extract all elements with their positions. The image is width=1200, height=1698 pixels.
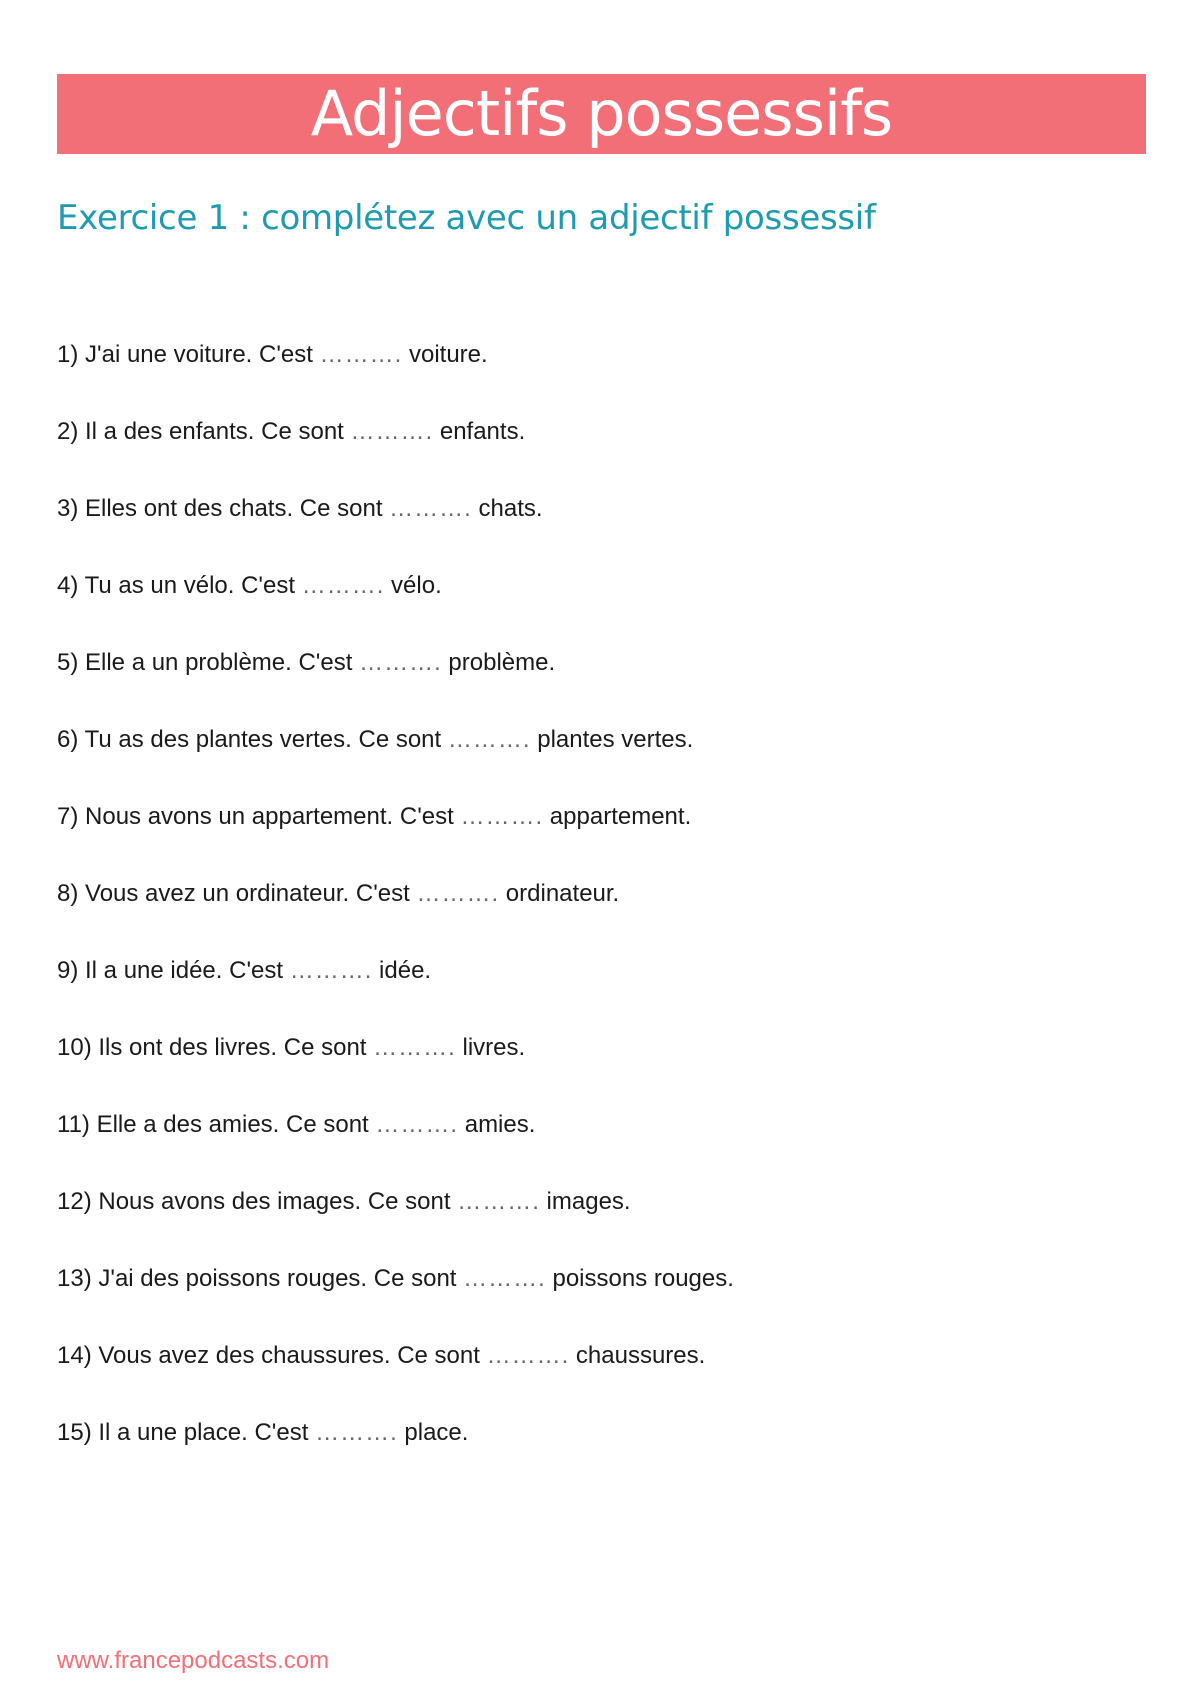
item-text-before: 4) Tu as un vélo. C'est	[57, 572, 302, 599]
item-text-before: 9) Il a une idée. C'est	[57, 957, 290, 984]
item-text-after: enfants.	[433, 418, 526, 445]
item-text-after: ordinateur.	[499, 880, 620, 907]
item-blank: ……….	[460, 803, 544, 830]
item-text-after: images.	[539, 1188, 631, 1215]
exercise-item-8	[57, 877, 734, 954]
exercise-item-5	[57, 646, 734, 723]
item-text-before: 12) Nous avons des images. Ce sont	[57, 1188, 458, 1215]
item-blank: ……….	[447, 726, 531, 753]
exercise-item-4	[57, 569, 734, 646]
item-text-before: 5) Elle a un problème. C'est	[57, 649, 360, 676]
exercise-item-14	[57, 1339, 734, 1416]
item-text-after: appartement.	[543, 803, 692, 830]
footer-url: www.francepodcasts.com	[57, 1647, 330, 1674]
item-text-after: amies.	[458, 1111, 536, 1138]
item-text-before: 15) Il a une place. C'est	[57, 1419, 316, 1446]
item-blank: ……….	[315, 1419, 398, 1446]
item-text-before: 10) Ils ont des livres. Ce sont	[57, 1034, 374, 1061]
item-text-after: idée.	[372, 957, 432, 984]
item-text-after: livres.	[455, 1034, 526, 1061]
exercise-item-6	[57, 723, 734, 800]
item-blank: ……….	[457, 1188, 540, 1215]
item-blank: ……….	[301, 572, 385, 599]
exercise-item-10	[57, 1031, 734, 1108]
title-banner	[57, 74, 1146, 154]
item-text-after: place.	[397, 1419, 469, 1446]
exercise-item-1	[57, 338, 734, 415]
item-text-before: 8) Vous avez un ordinateur. C'est	[57, 880, 417, 907]
page-title: Adjectifs possessifs	[310, 77, 893, 150]
item-text-after: chats.	[471, 495, 543, 522]
exercise-item-13	[57, 1262, 734, 1339]
item-blank: ……….	[486, 1342, 570, 1369]
exercise-item-12	[57, 1185, 734, 1262]
exercise-item-9	[57, 954, 734, 1031]
item-text-before: 3) Elles ont des chats. Ce sont	[57, 495, 390, 522]
item-text-after: plantes vertes.	[530, 726, 694, 753]
item-text-after: poissons rouges.	[545, 1265, 734, 1292]
item-text-before: 6) Tu as des plantes vertes. Ce sont	[57, 726, 448, 753]
exercise-item-11	[57, 1108, 734, 1185]
item-blank: ……….	[463, 1265, 546, 1292]
exercise-heading: Exercice 1 : complétez avec un adjectif possessif	[57, 198, 876, 238]
item-text-after: vélo.	[384, 572, 442, 599]
exercise-item-2	[57, 415, 734, 492]
item-text-after: voiture.	[402, 341, 488, 368]
exercise-item-3	[57, 492, 734, 569]
item-blank: ……….	[359, 649, 442, 676]
item-blank: ……….	[416, 880, 500, 907]
item-blank: ……….	[375, 1111, 459, 1138]
item-text-before: 1) J'ai une voiture. C'est	[57, 341, 320, 368]
item-text-before: 14) Vous avez des chaussures. Ce sont	[57, 1342, 487, 1369]
item-text-after: problème.	[441, 649, 556, 676]
item-text-before: 2) Il a des enfants. Ce sont	[57, 418, 351, 445]
item-text-before: 11) Elle a des amies. Ce sont	[57, 1111, 376, 1138]
item-blank: ……….	[373, 1034, 456, 1061]
item-blank: ……….	[289, 957, 373, 984]
exercise-item-7	[57, 800, 734, 877]
item-text-after: chaussures.	[569, 1342, 706, 1369]
item-text-before: 7) Nous avons un appartement. C'est	[57, 803, 461, 830]
item-blank: ……….	[350, 418, 434, 445]
item-text-before: 13) J'ai des poissons rouges. Ce sont	[57, 1265, 464, 1292]
item-blank: ……….	[389, 495, 472, 522]
exercise-list	[57, 338, 734, 1493]
item-blank: ……….	[319, 341, 403, 368]
exercise-item-15	[57, 1416, 734, 1493]
